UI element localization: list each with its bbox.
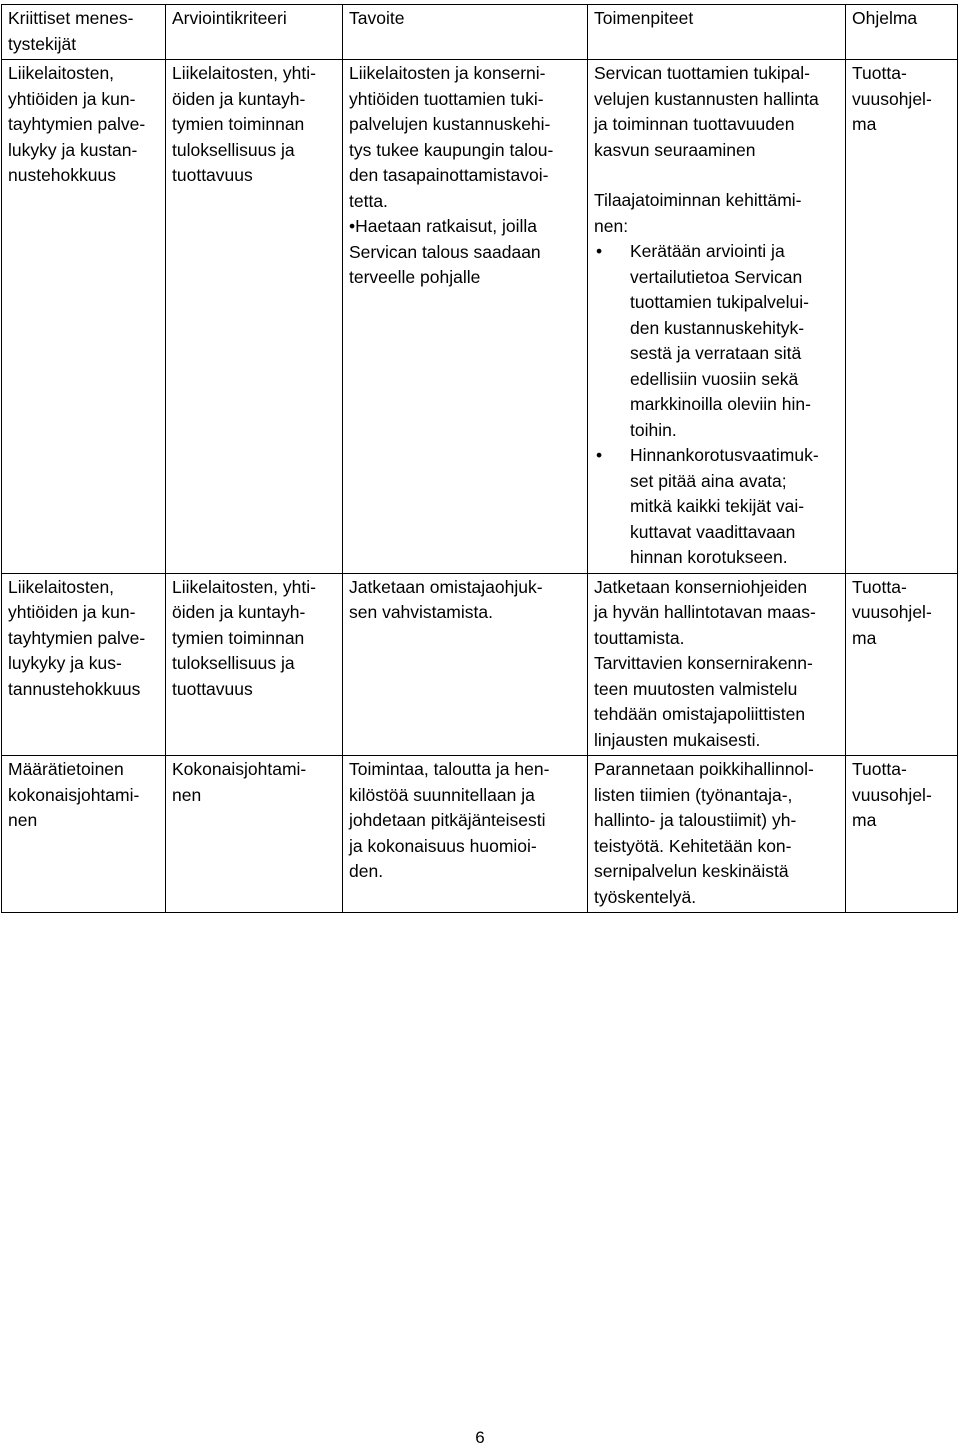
text-line: •Haetaan ratkaisut, joilla <box>349 216 538 236</box>
text-line: den. <box>349 861 384 881</box>
text-line: tuottavuus <box>172 165 253 185</box>
text-line: Toimintaa, taloutta ja hen- <box>349 759 550 779</box>
text-line: nen <box>8 810 38 830</box>
text-line: tuloksellisuus ja <box>172 653 295 673</box>
text-line: tayhtymien palve- <box>8 627 146 648</box>
row1-bullet-list <box>594 239 840 571</box>
text-line: yhtiöiden ja kun- <box>8 88 136 109</box>
text-line: kasvun seuraaminen <box>594 139 756 160</box>
row3-goal <box>343 756 588 913</box>
text-line: Liikelaitosten ja konserni- <box>349 63 546 83</box>
row2-actions <box>588 573 846 756</box>
text-line: Tuotta- <box>852 759 907 779</box>
text-line: Toimenpiteet <box>594 8 694 28</box>
text-line: Servican tuottamien tukipal- <box>594 63 810 83</box>
text-line: yhtiöiden ja kun- <box>8 602 136 622</box>
page-number: 6 <box>475 1428 485 1447</box>
text-line: työskentelyä. <box>594 886 697 907</box>
row1-actions-intro <box>594 61 840 163</box>
text-line: linjausten mukaisesti. <box>594 729 761 750</box>
text-line: tehdään omistajapoliittisten <box>594 704 806 724</box>
text-line: listen tiimien (työnantaja-, <box>594 784 793 805</box>
text-line: tystekijät <box>8 33 77 54</box>
bullet-icon: • <box>596 241 603 261</box>
text-line: Parannetaan poikkihallinnol- <box>594 759 814 779</box>
text-line: Liikelaitosten, yhti- <box>172 576 316 597</box>
text-line: Jatketaan omistajaohjuk- <box>349 576 543 597</box>
text-line: Liikelaitosten, yhti- <box>172 63 316 83</box>
text-line: tymien toiminnan <box>172 114 305 134</box>
table-row <box>2 573 958 756</box>
row3-criterion <box>166 756 343 913</box>
text-line: ja kokonaisuus huomioi- <box>349 835 537 856</box>
text-line: kilöstöä suunnitellaan ja <box>349 784 535 805</box>
row2-criterion <box>166 573 343 756</box>
text-line: tayhtymien palve- <box>8 114 146 134</box>
text-line: hallinto- ja taloustiimit) yh- <box>594 810 797 830</box>
text-line: öiden ja kuntayh- <box>172 88 306 109</box>
row3-success-factor <box>2 756 166 913</box>
row3-actions <box>588 756 846 913</box>
text-line: Tilaajatoiminnan kehittämi- <box>594 190 802 210</box>
row2-success-factor <box>2 573 166 756</box>
row1-program <box>846 60 958 574</box>
text-line: tuottavuus <box>172 678 253 699</box>
text-line: ja hyvän hallintotavan maas- <box>594 602 816 622</box>
text-line: tannustehokkuus <box>8 678 141 699</box>
text-line: tys tukee kaupungin talou- <box>349 139 554 160</box>
text-line: den kustannuskehityk- <box>630 317 805 338</box>
row1-criterion <box>166 60 343 574</box>
text-line: Kriittiset menes- <box>8 8 134 28</box>
text-line: edellisiin vuosiin sekä <box>630 368 799 389</box>
text-line: yhtiöiden tuottamien tuki- <box>349 88 544 109</box>
text-line: kokonaisjohtami- <box>8 784 140 805</box>
text-line: tymien toiminnan <box>172 627 305 648</box>
text-line: markkinoilla oleviin hin- <box>630 394 811 414</box>
text-line: teistyötä. Kehitetään kon- <box>594 835 792 856</box>
text-line: vuusohjel- <box>852 784 932 805</box>
text-line: tetta. <box>349 190 388 211</box>
row2-program <box>846 573 958 756</box>
header-actions <box>588 5 846 60</box>
row2-goal <box>343 573 588 756</box>
text-line: vuusohjel- <box>852 88 932 109</box>
text-line: sestä ja verrataan sitä <box>630 343 802 363</box>
text-line: hinnan korotukseen. <box>630 547 788 567</box>
text-line: sen vahvistamista. <box>349 602 493 622</box>
text-line: nen <box>172 784 202 805</box>
text-line: Arviointikriteeri <box>172 8 287 28</box>
header-program <box>846 5 958 60</box>
text-line: tuottamien tukipalvelui- <box>630 292 809 312</box>
text-line: vuusohjel- <box>852 602 932 622</box>
header-goal <box>343 5 588 60</box>
text-line: velujen kustannusten hallinta <box>594 88 819 109</box>
text-line: nustehokkuus <box>8 165 116 185</box>
text-line: Servican talous saadaan <box>349 241 541 262</box>
text-line: vertailutietoa Servican <box>630 266 803 287</box>
text-line: kuttavat vaadittavaan <box>630 521 796 542</box>
text-line: johdetaan pitkäjänteisesti <box>349 810 546 830</box>
text-line: mitkä kaikki tekijät vai- <box>630 496 805 516</box>
text-line: palvelujen kustannuskehi- <box>349 114 551 134</box>
table-row <box>2 60 958 574</box>
text-line: teen muutosten valmistelu <box>594 678 798 699</box>
row3-program <box>846 756 958 913</box>
text-line: toihin. <box>630 419 677 440</box>
text-line: terveelle pohjalle <box>349 267 481 287</box>
list-item <box>594 443 840 571</box>
text-line: ma <box>852 810 877 830</box>
text-line: Tuotta- <box>852 576 907 597</box>
text-line: Ohjelma <box>852 8 918 28</box>
header-critical-success-factors <box>2 5 166 60</box>
bullet-icon: • <box>596 445 603 465</box>
text-line: Tarvittavien konsernirakenn- <box>594 653 813 673</box>
header-evaluation-criterion <box>166 5 343 60</box>
text-line: den tasapainottamistavoi- <box>349 165 549 185</box>
row1-actions-subheading <box>594 188 840 239</box>
text-line: öiden ja kuntayh- <box>172 602 306 622</box>
row1-success-factor <box>2 60 166 574</box>
row1-actions <box>588 60 846 574</box>
list-item <box>594 239 840 443</box>
text-line: Tavoite <box>349 8 405 28</box>
row1-goal <box>343 60 588 574</box>
text-line: Tuotta- <box>852 63 907 83</box>
strategy-table <box>1 4 958 913</box>
text-line: set pitää aina avata; <box>630 470 787 491</box>
text-line: Kokonaisjohtami- <box>172 759 307 779</box>
text-line: Hinnankorotusvaatimuk- <box>630 445 819 465</box>
text-line: tuloksellisuus ja <box>172 139 295 160</box>
text-line: nen: <box>594 215 629 236</box>
text-line: ma <box>852 114 877 134</box>
text-line: Liikelaitosten, <box>8 63 115 83</box>
text-line: luykyky ja kus- <box>8 653 122 673</box>
text-line: Jatketaan konserniohjeiden <box>594 576 808 597</box>
text-line: ma <box>852 627 877 648</box>
spacer <box>594 163 840 188</box>
text-line: Määrätietoinen <box>8 759 124 779</box>
text-line: lukyky ja kustan- <box>8 139 138 160</box>
text-line: Liikelaitosten, <box>8 576 115 597</box>
header-row <box>2 5 958 60</box>
table-row <box>2 756 958 913</box>
text-line: ja toiminnan tuottavuuden <box>594 114 795 134</box>
text-line: Kerätään arviointi ja <box>630 241 785 261</box>
text-line: sernipalvelun keskinäistä <box>594 861 789 881</box>
text-line: touttamista. <box>594 627 685 648</box>
